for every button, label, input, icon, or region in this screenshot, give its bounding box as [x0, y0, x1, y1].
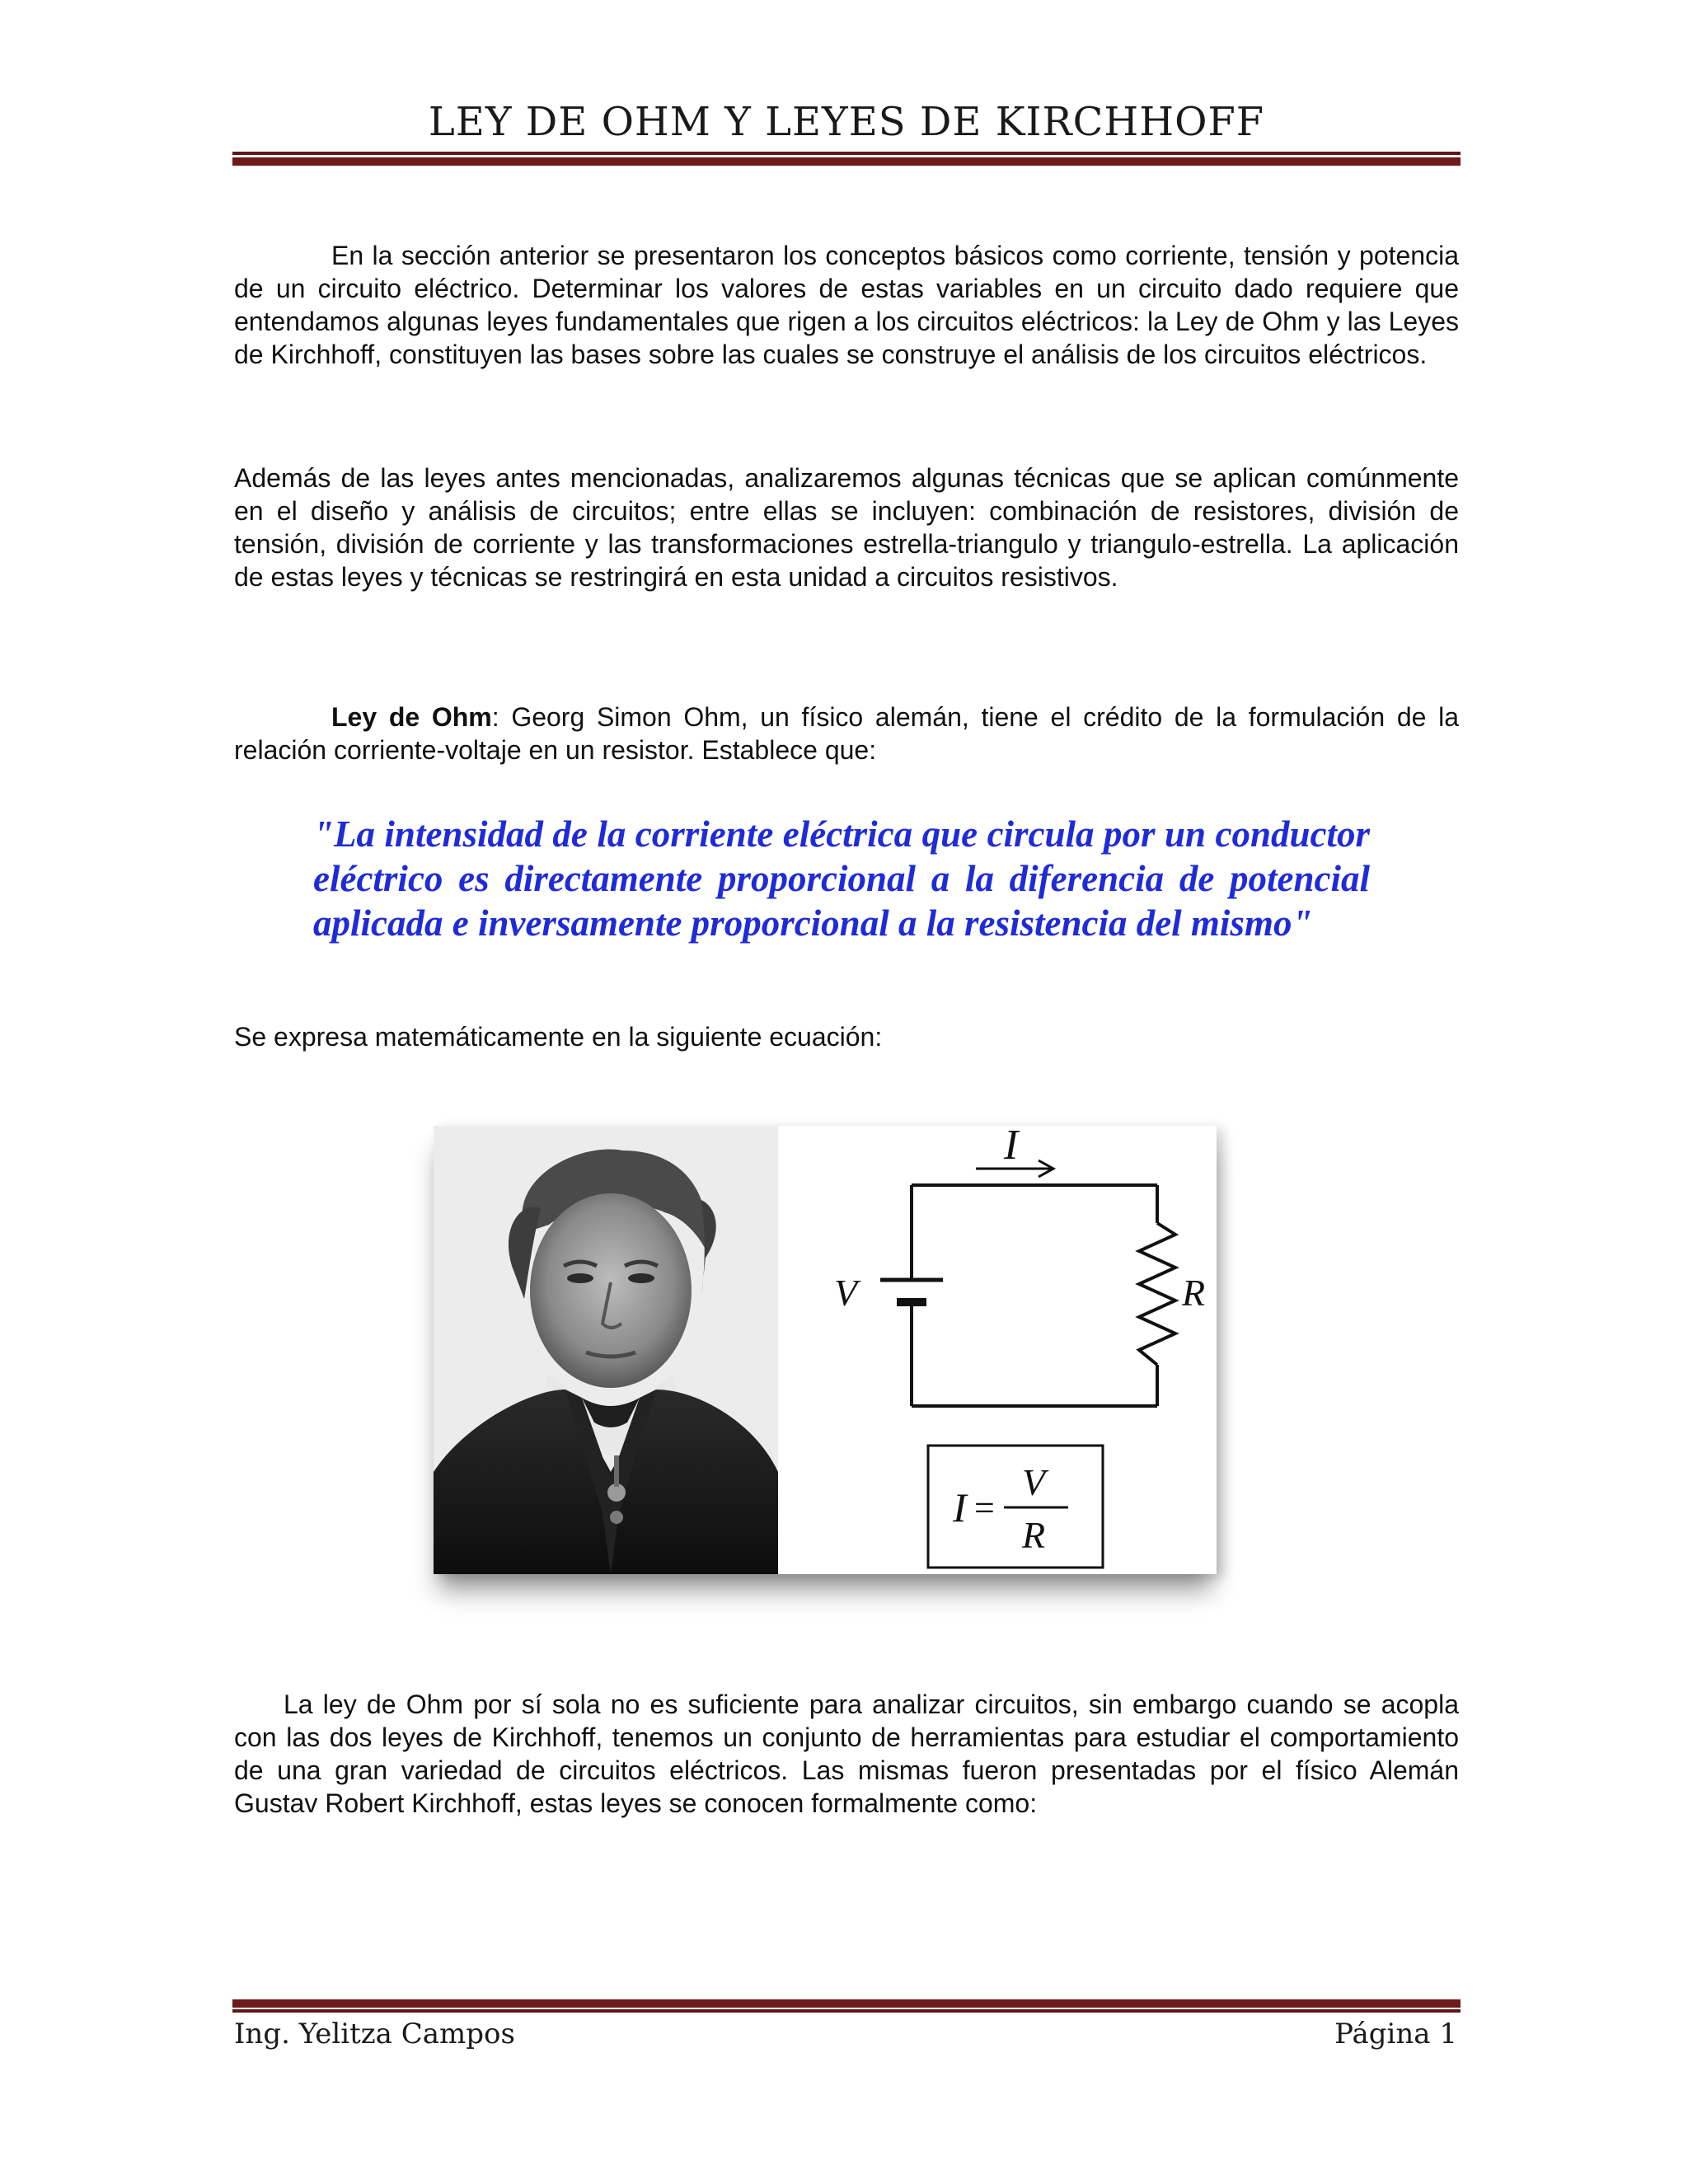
- georg-ohm-portrait: [434, 1126, 778, 1574]
- header-rule-thin: [232, 152, 1461, 155]
- footer-rule-thick: [232, 1999, 1461, 2008]
- closing-paragraph: La ley de Ohm por sí sola no es suficiente para analizar circuitos, sin embargo cuando se acopla con las dos leyes de Kirchhoff, tenemos un conjunto de herramientas para estudiar el comportamiento de una gran variedad de circuitos eléctricos. Las mismas fueron presentadas por el físico Alemán Gustav Robert Kirchhoff, estas leyes se conocen formalmente como:: [234, 1690, 1459, 1818]
- intro-paragraph-1: En la sección anterior se presentaron los conceptos básicos como corriente, tensión y potencia de un circuito eléctrico. Determinar los valores de estas variables en un circuito dado requiere que entendamos algunas leyes fundamentales que rigen a los circuitos eléctricos: la Ley de Ohm y las Leyes de Kirchhoff, constituyen las bases sobre las cuales se construye el análisis de los circuitos eléctricos.: [234, 241, 1459, 369]
- circuit-diagram: [788, 1126, 1217, 1574]
- equation-intro: Se expresa matemáticamente en la siguiente ecuación:: [234, 1022, 883, 1052]
- page-header-title: LEY DE OHM Y LEYES DE KIRCHHOFF: [428, 99, 1265, 145]
- ohm-figure: [434, 1126, 1217, 1574]
- ohm-law-quote: "La intensidad de la corriente eléctrica que circula por un conductor eléctrico es directamente proporcional a la diferencia de potencial aplicada e inversamente proporcional a la resistencia del mismo": [313, 813, 1370, 944]
- intro-paragraph-2: Además de las leyes antes mencionadas, analizaremos algunas técnicas que se aplican comúnmente en el diseño y análisis de circuitos; entre ellas se incluyen: combinación de resistores, división de tensión, división de corriente y las transformaciones estrella-triangulo y triangulo-estrella. La aplicación de estas leyes y técnicas se restringirá en esta unidad a circuitos resistivos.: [234, 463, 1459, 592]
- formula-denominator: R: [1022, 1514, 1046, 1556]
- resistance-label: R: [1182, 1272, 1206, 1314]
- current-label: I: [1004, 1126, 1019, 1169]
- footer-rule-thin: [232, 2009, 1461, 2013]
- ohm-law-term: Ley de Ohm: [331, 702, 492, 732]
- footer-page-number: Página 1: [1334, 2018, 1457, 2050]
- formula-numerator: V: [1022, 1461, 1046, 1503]
- formula-lhs: I: [953, 1484, 967, 1530]
- ohm-law-definition: : Georg Simon Ohm, un físico alemán, tiene el crédito de la formulación de la relación corriente-voltaje en un resistor. Establece que:: [234, 702, 1460, 765]
- voltage-label: V: [834, 1272, 858, 1314]
- ohm-law-paragraph: [234, 701, 1459, 766]
- resistor-zigzag: [1139, 1223, 1175, 1365]
- portrait-illustration: [434, 1126, 778, 1574]
- circuit-svg: [788, 1126, 1217, 1574]
- formula-equals: =: [974, 1488, 995, 1528]
- footer-author: Ing. Yelitza Campos: [234, 2018, 515, 2050]
- header-rule-thick: [232, 157, 1461, 166]
